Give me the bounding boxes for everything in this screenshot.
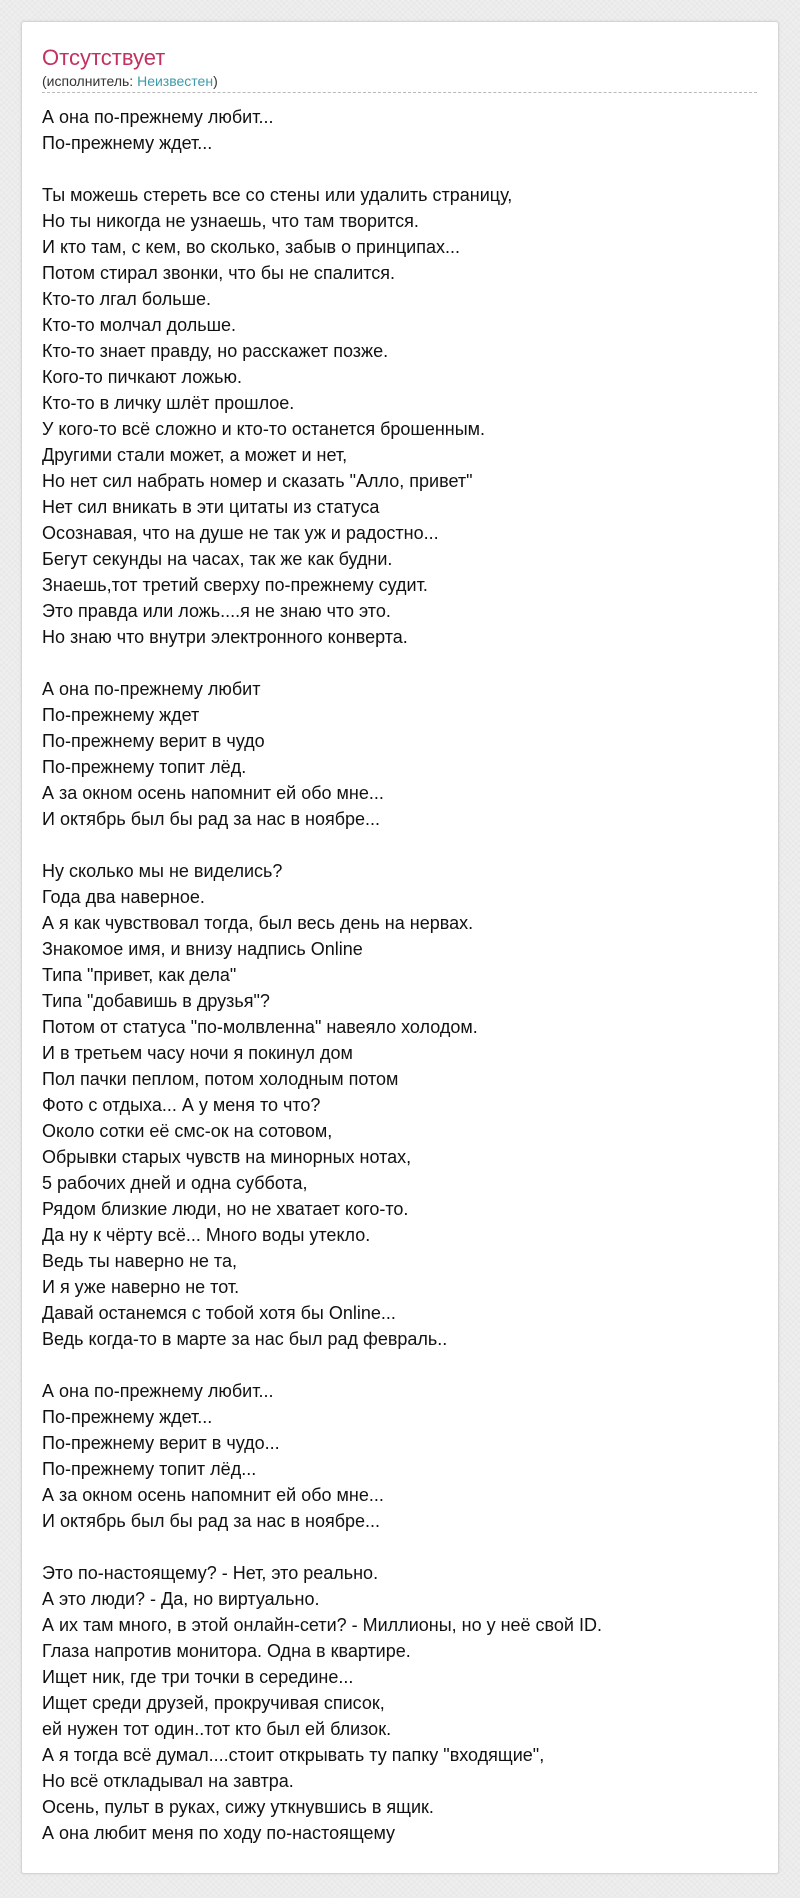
lyric-line: Ищет среди друзей, прокручивая список, [42, 1693, 385, 1713]
lyric-line: По-прежнему ждет [42, 705, 200, 725]
lyric-line: Около сотки её смс-ок на сотовом, [42, 1121, 333, 1141]
lyrics-card [21, 21, 779, 1874]
lyric-blank-line [42, 1534, 757, 1560]
lyric-line: Потом стирал звонки, что бы не спалится. [42, 263, 396, 283]
lyric-line: Давай останемся с тобой хотя бы Online... [42, 1303, 396, 1323]
lyric-line: Ведь ты наверно не та, [42, 1251, 237, 1271]
lyric-blank-line [42, 650, 757, 676]
lyric-line: По-прежнему ждет... [42, 133, 213, 153]
lyric-line: У кого-то всё сложно и кто-то останется брошенным. [42, 419, 486, 439]
artist-link[interactable]: Неизвестен [137, 73, 214, 89]
lyric-line: Потом от статуса "по-молвленна" навеяло холодом. [42, 1017, 478, 1037]
artist-prefix: (исполнитель: [42, 73, 138, 89]
lyric-line: И октябрь был бы рад за нас в ноябре... [42, 1511, 381, 1531]
lyric-line: Нет сил вникать в эти цитаты из статуса [42, 497, 380, 517]
lyric-line: Кто-то знает правду, но расскажет позже. [42, 341, 389, 361]
lyric-line: Это правда или ложь....я не знаю что это. [42, 601, 391, 621]
lyric-line: Фото с отдыха... А у меня то что? [42, 1095, 321, 1115]
lyric-line: Кто-то в личку шлёт прошлое. [42, 393, 295, 413]
lyric-line: Но нет сил набрать номер и сказать "Алло, привет" [42, 471, 473, 491]
lyric-line: Но всё откладывал на завтра. [42, 1771, 294, 1791]
lyrics-text [42, 104, 757, 1846]
lyric-line: Кто-то лгал больше. [42, 289, 212, 309]
lyric-blank-line [42, 156, 757, 182]
lyric-line: Ищет ник, где три точки в середине... [42, 1667, 354, 1687]
artist-suffix: ) [213, 73, 218, 89]
lyric-line: Рядом близкие люди, но не хватает кого-то. [42, 1199, 409, 1219]
lyric-line: Обрывки старых чувств на минорных нотах, [42, 1147, 412, 1167]
lyric-line: Это по-настоящему? - Нет, это реально. [42, 1563, 379, 1583]
lyric-line: По-прежнему ждет... [42, 1407, 213, 1427]
lyric-line: А я как чувствовал тогда, был весь день на нервах. [42, 913, 474, 933]
lyric-line: По-прежнему топит лёд... [42, 1459, 257, 1479]
lyric-line: По-прежнему топит лёд. [42, 757, 247, 777]
lyric-line: ей нужен тот один..тот кто был ей близок. [42, 1719, 392, 1739]
lyric-line: Типа "привет, как дела" [42, 965, 237, 985]
lyric-line: Ну сколько мы не виделись? [42, 861, 283, 881]
lyric-line: По-прежнему верит в чудо [42, 731, 265, 751]
lyric-line: Кто-то молчал дольше. [42, 315, 237, 335]
lyric-line: Ведь когда-то в марте за нас был рад февраль.. [42, 1329, 448, 1349]
lyric-line: А она любит меня по ходу по-настоящему [42, 1823, 396, 1843]
lyric-line: Глаза напротив монитора. Одна в квартире. [42, 1641, 411, 1661]
lyric-line: Года два наверное. [42, 887, 205, 907]
artist-line [42, 72, 757, 90]
lyric-line: И октябрь был бы рад за нас в ноябре... [42, 809, 381, 829]
lyric-line: Знакомое имя, и внизу надпись Online [42, 939, 363, 959]
song-title: Отсутствует [42, 45, 166, 70]
lyric-line: И кто там, с кем, во сколько, забыв о принципах... [42, 237, 460, 257]
lyric-line: А за окном осень напомнит ей обо мне... [42, 1485, 384, 1505]
lyric-line: А она по-прежнему любит [42, 679, 261, 699]
lyric-line: Осень, пульт в руках, сижу уткнувшись в ящик. [42, 1797, 434, 1817]
lyric-line: И в третьем часу ночи я покинул дом [42, 1043, 353, 1063]
lyric-line: Пол пачки пеплом, потом холодным потом [42, 1069, 399, 1089]
lyric-line: Типа "добавишь в друзья"? [42, 991, 270, 1011]
lyric-line: Другими стали может, а может и нет, [42, 445, 348, 465]
lyric-line: По-прежнему верит в чудо... [42, 1433, 280, 1453]
lyric-blank-line [42, 1352, 757, 1378]
lyric-line: А их там много, в этой онлайн-сети? - Миллионы, но у неё свой ID. [42, 1615, 602, 1635]
lyric-line: Бегут секунды на часах, так же как будни. [42, 549, 393, 569]
lyric-line: Но ты никогда не узнаешь, что там творится. [42, 211, 419, 231]
lyric-line: А она по-прежнему любит... [42, 1381, 274, 1401]
lyric-line: Осознавая, что на душе не так уж и радостно... [42, 523, 439, 543]
lyric-line: Но знаю что внутри электронного конверта. [42, 627, 408, 647]
lyric-blank-line [42, 832, 757, 858]
song-header [42, 44, 757, 93]
lyric-line: А за окном осень напомнит ей обо мне... [42, 783, 384, 803]
lyric-line: Знаешь,тот третий сверху по-прежнему судит. [42, 575, 428, 595]
lyric-line: Да ну к чёрту всё... Много воды утекло. [42, 1225, 371, 1245]
lyric-line: Ты можешь стереть все со стены или удалить страницу, [42, 185, 513, 205]
lyric-line: А это люди? - Да, но виртуально. [42, 1589, 320, 1609]
lyric-line: 5 рабочих дней и одна суббота, [42, 1173, 308, 1193]
lyric-line: А она по-прежнему любит... [42, 107, 274, 127]
lyric-line: А я тогда всё думал....стоит открывать ту папку "входящие", [42, 1745, 545, 1765]
lyric-line: Кого-то пичкают ложью. [42, 367, 242, 387]
lyric-line: И я уже наверно не тот. [42, 1277, 240, 1297]
